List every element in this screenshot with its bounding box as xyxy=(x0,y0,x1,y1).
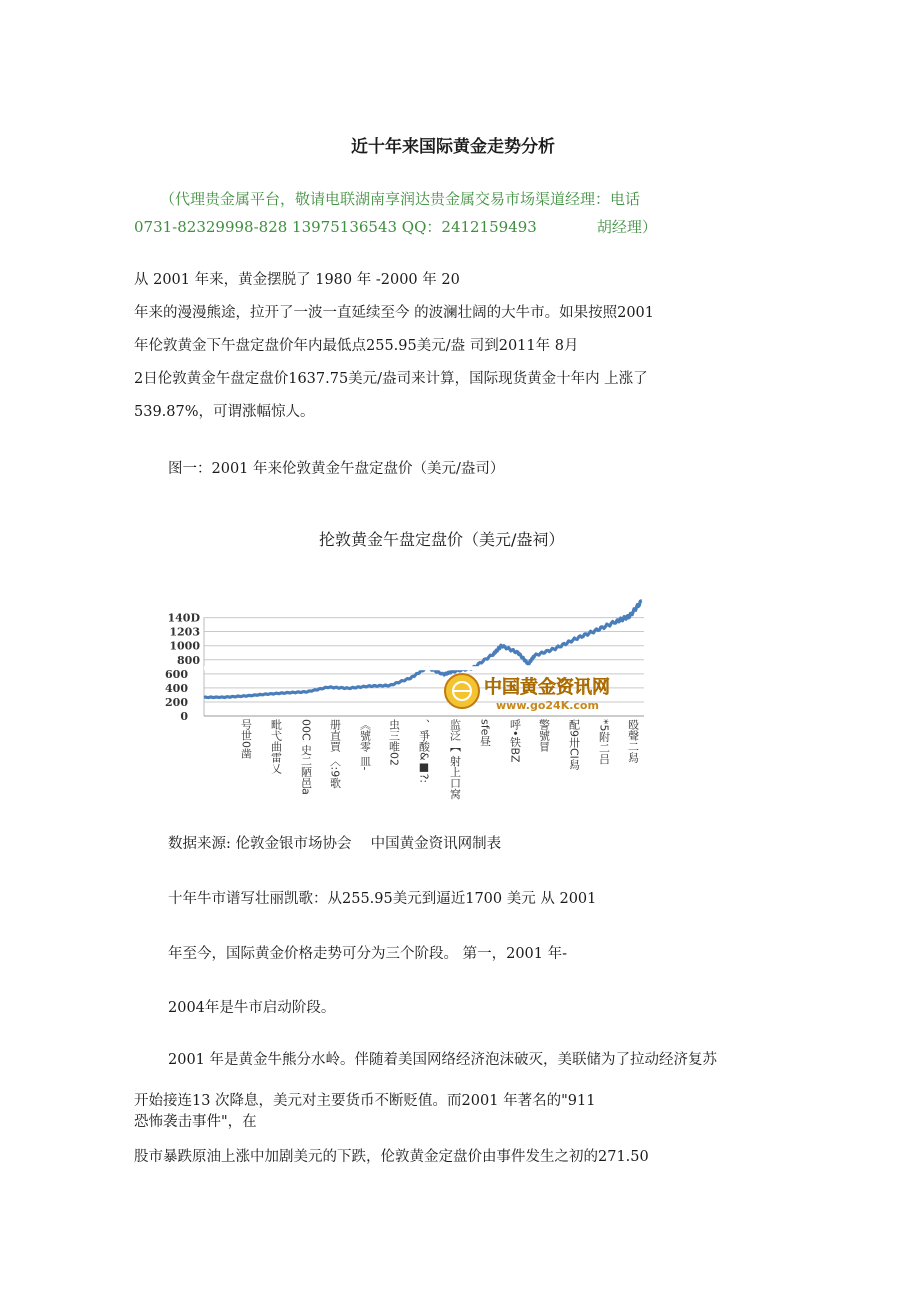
chart-x-tick-label: 警號冒 xyxy=(537,719,551,752)
paragraph-2-line: 十年牛市谱写壮丽凯歌：从255.95美元到逼近1700 美元 从 2001 xyxy=(168,891,597,907)
chart-y-tick-label: 800 xyxy=(177,653,200,667)
paragraph-2-line: 年至今，国际黄金价格走势可分为三个阶段。 第一，2001 年- xyxy=(168,946,568,962)
paragraph-1-line: 539.87%，可谓涨幅惊人。 xyxy=(134,404,315,420)
chart-y-tick-label: 600 xyxy=(165,667,188,681)
chart-x-tick-label: 《號零 皿- xyxy=(358,719,372,771)
chart-y-tick-label: 1000 xyxy=(169,639,200,653)
paragraph-2-line: 2004年是牛市启动阶段。 xyxy=(168,1000,336,1016)
chart-title: 抡敦黄金午盘定盘价（美元/盎祠） xyxy=(319,530,565,549)
paragraph-1-line: 从 2001 年来，黄金摆脱了 1980 年 -2000 年 20 xyxy=(134,272,460,288)
chart-y-tick-label: 400 xyxy=(165,681,188,695)
watermark-title: 中国黄金资讯网 xyxy=(484,677,610,698)
gold-price-chart xyxy=(158,583,650,805)
source-note: 数据来源: 伦敦金银市场协会 中国黄金资讯网制表 xyxy=(168,836,502,852)
chart-x-tick-label: 呼•铁BZ xyxy=(508,719,522,763)
chart-section-gap xyxy=(204,666,504,670)
figure-caption: 图一：2001 年来伦敦黄金午盘定盘价（美元/盎司） xyxy=(168,461,505,477)
paragraph-3-line: 恐怖袭击事件"，在 xyxy=(134,1114,257,1130)
chart-x-tick-label: 监泛【 射上口窝 xyxy=(448,719,462,800)
paragraph-3-line: 2001 年是黄金牛熊分水岭。伴随着美国网络经济泡沫破灭，美联储为了拉动经济复苏 xyxy=(168,1052,718,1068)
chart-x-tick-label: 毗弋曲雷乂 xyxy=(269,719,283,774)
contact-line-2: 0731-82329998-828 13975136543 QQ：2412159493 胡经理） xyxy=(134,218,657,236)
chart-x-tick-label: 号世0凿 xyxy=(239,719,253,759)
chart-y-tick-label: 200 xyxy=(165,695,188,709)
chart-y-tick-label: 1203 xyxy=(169,625,200,639)
chart-x-tick-label: 殴聲二舄 xyxy=(626,719,640,763)
contact-line-1: （代理贵金属平台，敬请电联湖南享润达贵金属交易市场渠道经理：电话 xyxy=(160,190,641,208)
paragraph-1-line: 年来的漫漫熊途，拉开了一波一直延续至今 的波澜壮阔的大牛市。如果按照2001 xyxy=(134,305,655,321)
chart-x-tick-label: 、爭酸&■?: xyxy=(417,719,431,784)
chart-x-tick-label: 虫三唯02 xyxy=(387,719,401,766)
chart-x-tick-label: 00C 史二陋邑a xyxy=(299,719,313,795)
chart-y-tick-label: 0 xyxy=(180,710,188,723)
chart-x-tick-label: *5附二吕 xyxy=(597,719,611,765)
watermark-url: www.go24K.com xyxy=(496,699,599,712)
paragraph-3-line: 开始接连13 次降息，美元对主要货币不断贬值。而2001 年著名的"911 xyxy=(134,1093,596,1109)
paragraph-3-line: 股市暴跌原油上涨中加剧美元的下跌，伦敦黄金定盘价由事件发生之初的271.50 xyxy=(134,1149,649,1165)
chart-x-tick-label: 配9卅Cl舄 xyxy=(567,719,581,770)
paragraph-1-line: 2日伦敦黄金午盘定盘价1637.75美元/盎司来计算，国际现货黄金十年内 上涨了 xyxy=(134,371,648,387)
chart-x-tick-label: 册直買 〈:9歌 xyxy=(328,719,342,789)
document-title: 近十年来国际黄金走势分析 xyxy=(351,137,555,157)
chart-y-tick-label: 140D xyxy=(167,611,200,625)
paragraph-1-line: 年伦敦黄金下午盘定盘价年内最低点255.95美元/盎 司到2011年 8月 xyxy=(134,338,579,354)
chart-x-tick-label: sfe昼 xyxy=(478,719,492,747)
